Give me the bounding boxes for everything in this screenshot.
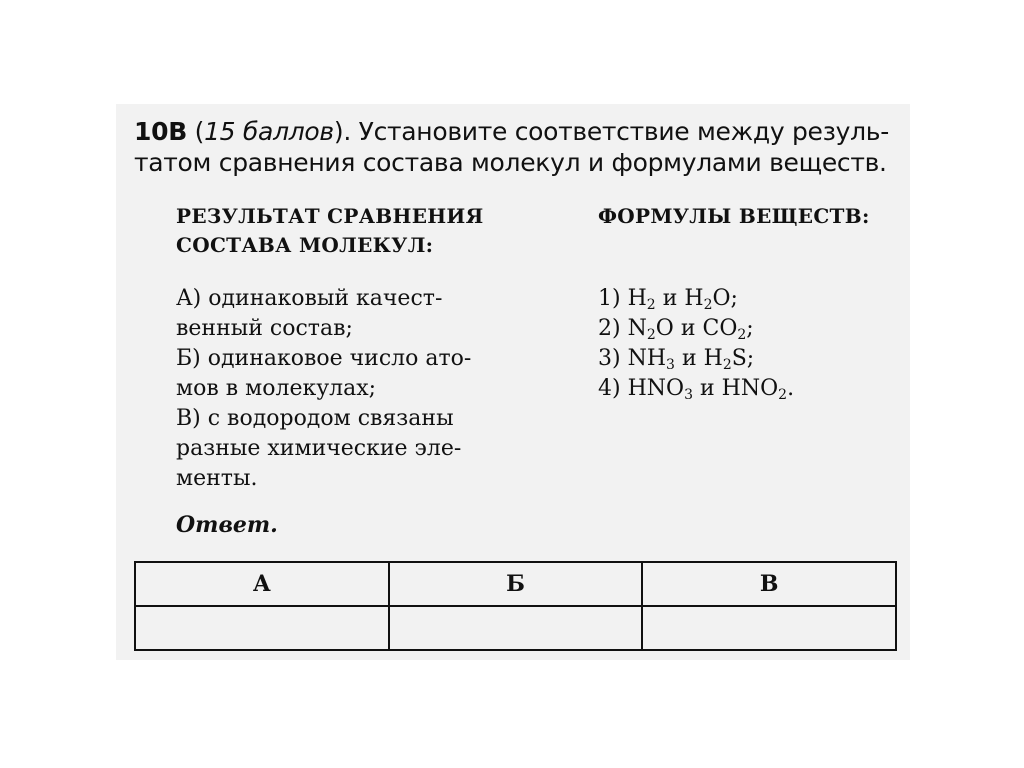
answer-cell-a[interactable] [135, 606, 389, 650]
comparison-line: А) одинаковый качест- [176, 286, 443, 311]
answer-header-b: Б [389, 562, 643, 606]
formula-list [598, 284, 794, 404]
left-column-header: РЕЗУЛЬТАТ СРАВНЕНИЯ СОСТАВА МОЛЕКУЛ: [176, 204, 484, 257]
formula-item: 2) $N_2O$ и $CO_2$; [598, 316, 754, 343]
task-points: 15 баллов [204, 117, 334, 146]
answer-value-row [135, 606, 896, 650]
answer-label: Ответ. [176, 512, 278, 538]
task-number: 10В [134, 117, 187, 146]
comparison-line: венный состав; [176, 316, 353, 341]
task-line-2: татом сравнения состава молекул и формулами веществ. [134, 148, 887, 177]
answer-header-a: А [135, 562, 389, 606]
comparison-line: Б) одинаковое число ато- [176, 346, 472, 371]
comparison-line: разные химические эле- [176, 436, 462, 461]
formula-item: 4) $HNO_3$ и $HNO_2$. [598, 376, 795, 403]
formula-item: 1) $H_2$ и $H_2O$; [598, 286, 738, 313]
answer-header-row [135, 562, 896, 606]
comparison-list [176, 284, 471, 494]
task-line-1: 10В (15 баллов). Установите соответствие между резуль- [134, 117, 889, 146]
right-column-header: ФОРМУЛЫ ВЕЩЕСТВ: [598, 204, 870, 228]
comparison-line: В) с водородом связаны [176, 406, 454, 431]
comparison-line: мов в молекулах; [176, 376, 377, 401]
answer-table [134, 561, 897, 651]
comparison-line: менты. [176, 466, 258, 491]
answer-cell-v[interactable] [642, 606, 896, 650]
answer-header-v: В [642, 562, 896, 606]
task-statement [134, 116, 904, 178]
answer-cell-b[interactable] [389, 606, 643, 650]
formula-item: 3) $NH_3$ и $H_2S$; [598, 346, 755, 373]
